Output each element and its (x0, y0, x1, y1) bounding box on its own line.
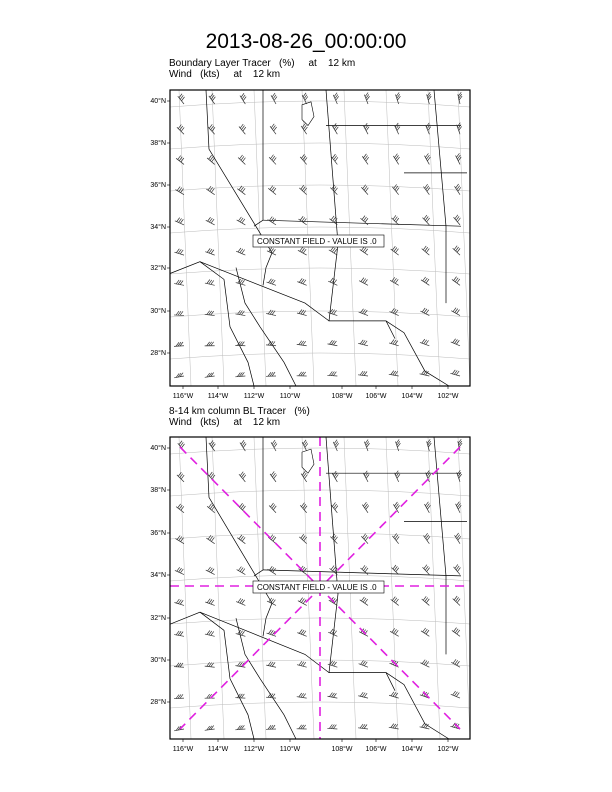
lon-label: 102°W (437, 393, 459, 400)
border-line (329, 244, 395, 339)
wind-barb (235, 694, 245, 698)
wind-barb (454, 564, 461, 574)
wind-barb (270, 471, 277, 481)
wind-barb (362, 154, 368, 165)
border-line (170, 262, 254, 386)
wind-barb (237, 535, 245, 544)
lon-label: 106°W (365, 746, 387, 753)
wind-barb (390, 277, 399, 285)
map-panel-top (150, 90, 470, 400)
wind-barb (420, 339, 429, 346)
wind-barb (269, 155, 276, 165)
wind-barb (420, 660, 429, 668)
wind-barb (451, 691, 460, 698)
wind-barb (205, 280, 215, 286)
lon-label: 108°W (331, 746, 353, 753)
lon-label: 102°W (437, 746, 459, 753)
wind-barb (206, 186, 214, 194)
wind-barb (205, 342, 215, 346)
wind-barb (396, 439, 401, 451)
wind-barb (364, 93, 369, 104)
latitude-labels (150, 444, 166, 706)
wind-barb (174, 280, 184, 285)
longitude-line (458, 437, 470, 739)
wind-barb (358, 692, 368, 698)
wind-barb (175, 187, 184, 195)
wind-barb (359, 660, 368, 667)
wind-barb (454, 215, 461, 225)
wind-barb (391, 215, 398, 225)
wind-barb (238, 155, 245, 165)
constant-field-box (253, 235, 384, 247)
wind-barb (389, 692, 399, 698)
wind-barb (392, 184, 399, 194)
wind-barb (236, 248, 245, 255)
wind-barb (423, 565, 430, 575)
wind-barb (271, 440, 277, 451)
wind-barb (391, 246, 399, 255)
wind-barb (266, 725, 276, 729)
wind-barb (333, 440, 338, 451)
wind-barb (358, 724, 368, 729)
wind-barb (174, 373, 184, 378)
lat-label: 36°N (150, 182, 166, 189)
wind-barb (297, 725, 307, 729)
wind-barb (327, 724, 337, 729)
wind-barb (396, 92, 401, 104)
wind-barb (174, 694, 184, 698)
lat-label: 30°N (150, 657, 166, 664)
wind-barb (333, 93, 338, 104)
wind-barb (424, 153, 430, 164)
wind-barb (451, 659, 460, 667)
wind-barb (236, 598, 245, 605)
wind-barb (266, 341, 276, 346)
lat-label: 34°N (150, 224, 166, 231)
wind-barb (205, 726, 215, 731)
wind-barb (266, 693, 276, 698)
lake-outline (302, 449, 314, 473)
wind-barb (209, 93, 215, 104)
constant-field-label: CONSTANT FIELD - VALUE IS .0 (257, 237, 377, 246)
wind-barb (389, 339, 399, 345)
wind-barb (456, 153, 462, 164)
wind-barb (235, 341, 245, 345)
wind-barb (451, 308, 460, 316)
wind-barb (332, 471, 338, 482)
lon-label: 116°W (172, 746, 194, 753)
lon-label: 110°W (279, 746, 301, 753)
wind-barb (362, 502, 368, 513)
wind-barb (302, 93, 308, 104)
lat-label: 32°N (150, 265, 166, 272)
wind-barb (328, 629, 337, 636)
wind-barb (457, 123, 462, 135)
wind-barb (424, 502, 430, 513)
wind-barb (205, 248, 214, 255)
wind-barb (237, 567, 246, 575)
wind-barb (206, 217, 215, 225)
wind-barb (332, 123, 338, 134)
border-line (434, 90, 446, 303)
wind-barb (301, 471, 307, 482)
constant-field-label: CONSTANT FIELD - VALUE IS .0 (257, 583, 377, 592)
wind-barb (359, 278, 368, 286)
wind-barb (239, 472, 246, 482)
wind-barb (331, 502, 338, 512)
wind-barb (329, 247, 338, 255)
wind-barb (391, 565, 398, 575)
longitude-line (458, 90, 470, 386)
lat-label: 32°N (150, 615, 166, 622)
wind-barb (299, 534, 306, 543)
wind-barb (427, 92, 432, 104)
lat-label: 34°N (150, 572, 166, 579)
wind-barb (427, 439, 432, 451)
wind-barb (423, 215, 430, 225)
wind-barb (328, 661, 338, 667)
wind-barb (178, 94, 185, 104)
wind-barb (298, 247, 307, 255)
wind-barb (174, 311, 184, 315)
wind-barb (269, 503, 276, 513)
wind-barb (452, 628, 460, 637)
wind-barb (361, 534, 368, 544)
wind-barb (297, 278, 306, 285)
figure-title: 2013-08-26_00:00:00 (205, 30, 407, 53)
wind-barb (270, 124, 277, 134)
wind-barb (394, 123, 400, 134)
wind-barb (390, 628, 399, 636)
wind-barb (297, 341, 307, 346)
wind-barb (392, 533, 399, 543)
longitude-line (212, 437, 224, 739)
lat-label: 36°N (150, 530, 166, 537)
wind-barb (423, 533, 430, 543)
wind-barb (420, 723, 430, 729)
wind-barb (175, 218, 184, 225)
wind-barb (239, 124, 246, 134)
wind-barb (205, 631, 215, 637)
panel2-field-label: 8-14 km column BL Tracer (%) (169, 406, 310, 417)
lon-label: 104°W (401, 746, 423, 753)
wind-barb (422, 596, 430, 605)
latitude-line (170, 143, 470, 149)
wind-barb (393, 154, 399, 165)
lake-outline (302, 102, 314, 126)
wind-barb (389, 308, 398, 315)
constant-field-box (253, 581, 384, 593)
wind-barb (455, 184, 461, 195)
wind-barb (364, 440, 369, 451)
wind-barb (268, 535, 276, 544)
wind-barb (450, 370, 460, 376)
wind-barb (174, 631, 184, 636)
lon-label: 108°W (331, 393, 353, 400)
wind-barb (363, 471, 369, 482)
wind-barb (176, 504, 184, 513)
wind-barb (206, 567, 215, 575)
wind-barb (327, 371, 337, 376)
wind-barb (297, 629, 306, 636)
lon-label: 104°W (401, 393, 423, 400)
wind-barb (363, 123, 369, 134)
map-panel-bottom (150, 437, 470, 753)
wind-barb (451, 339, 460, 346)
wind-barb (328, 693, 338, 699)
lat-label: 28°N (150, 699, 166, 706)
wind-barb (328, 278, 337, 285)
wind-barb (297, 661, 307, 667)
panel1-wind-label: Wind (kts) at 12 km (169, 69, 281, 80)
latitude-line (170, 227, 470, 233)
wind-barb (235, 725, 245, 729)
wind-barb (297, 693, 307, 698)
latitude-line (170, 353, 470, 359)
wind-barb (360, 597, 368, 606)
lon-label: 114°W (207, 746, 229, 753)
wind-barb (174, 342, 184, 346)
latitude-line (170, 101, 470, 107)
wind-barb (267, 279, 276, 286)
wind-barb (271, 93, 277, 104)
latitude-labels (150, 97, 166, 357)
wind-barb (174, 249, 184, 255)
wind-barb (176, 156, 184, 165)
wind-barb (205, 311, 215, 316)
wind-barb (266, 310, 276, 316)
wind-barb (297, 309, 307, 315)
wind-barb (300, 154, 307, 164)
longitude-line (179, 90, 191, 386)
wind-barb (174, 599, 184, 605)
lon-label: 112°W (243, 393, 265, 400)
wind-barb (266, 372, 276, 376)
panel2-wind-label: Wind (kts) at 12 km (169, 417, 281, 428)
wind-barb (421, 277, 429, 285)
lon-label: 112°W (243, 746, 265, 753)
wind-barb (300, 503, 307, 513)
wind-barb (358, 340, 368, 346)
longitude-labels (173, 392, 459, 400)
wind-barb (453, 596, 460, 605)
wind-barb (298, 598, 307, 606)
wind-barb (359, 309, 368, 316)
wind-barb (302, 440, 308, 451)
wind-barb (235, 372, 245, 376)
lon-label: 106°W (365, 393, 387, 400)
lat-label: 40°N (150, 445, 166, 452)
wind-barb (209, 440, 215, 451)
lat-label: 38°N (150, 487, 166, 494)
lon-label: 116°W (172, 393, 194, 400)
longitude-line (386, 437, 398, 739)
wind-barb (421, 628, 429, 636)
wind-barb (361, 185, 368, 195)
wind-barb (423, 184, 430, 194)
longitude-line (212, 90, 224, 386)
longitude-line (179, 437, 191, 739)
longitude-labels (173, 745, 459, 753)
lat-label: 38°N (150, 140, 166, 147)
wind-barb (420, 308, 429, 316)
lat-label: 30°N (150, 308, 166, 315)
wind-barb (205, 599, 214, 606)
wind-barb (297, 372, 307, 376)
wind-barb (394, 471, 400, 482)
wind-barb (299, 185, 306, 194)
wind-barb (452, 277, 460, 286)
lon-label: 110°W (279, 393, 301, 400)
border-line (263, 220, 461, 226)
wind-barb (457, 470, 462, 482)
lat-label: 28°N (150, 350, 166, 357)
wind-barb (266, 662, 276, 668)
wind-barb (328, 340, 338, 346)
wind-barb (328, 309, 338, 315)
wind-barb (426, 123, 431, 134)
wind-barb (175, 567, 184, 574)
wind-barb (391, 597, 399, 606)
wind-barb (301, 124, 307, 135)
wind-barb (299, 216, 307, 225)
panel1-field-label: Boundary Layer Tracer (%) at 12 km (169, 58, 356, 69)
lon-label: 114°W (207, 393, 229, 400)
wind-barb (175, 536, 184, 544)
wind-barb (205, 373, 215, 378)
wind-barb (453, 246, 460, 255)
wind-barb (422, 246, 430, 255)
wind-barb (268, 186, 276, 195)
wind-barb (456, 502, 462, 513)
border-line (329, 594, 395, 691)
wind-barb (360, 247, 368, 256)
wind-barb (237, 186, 245, 195)
wind-barb (237, 217, 246, 225)
wind-barb (358, 371, 368, 376)
lat-label: 40°N (150, 98, 166, 105)
wind-barb (331, 154, 338, 164)
